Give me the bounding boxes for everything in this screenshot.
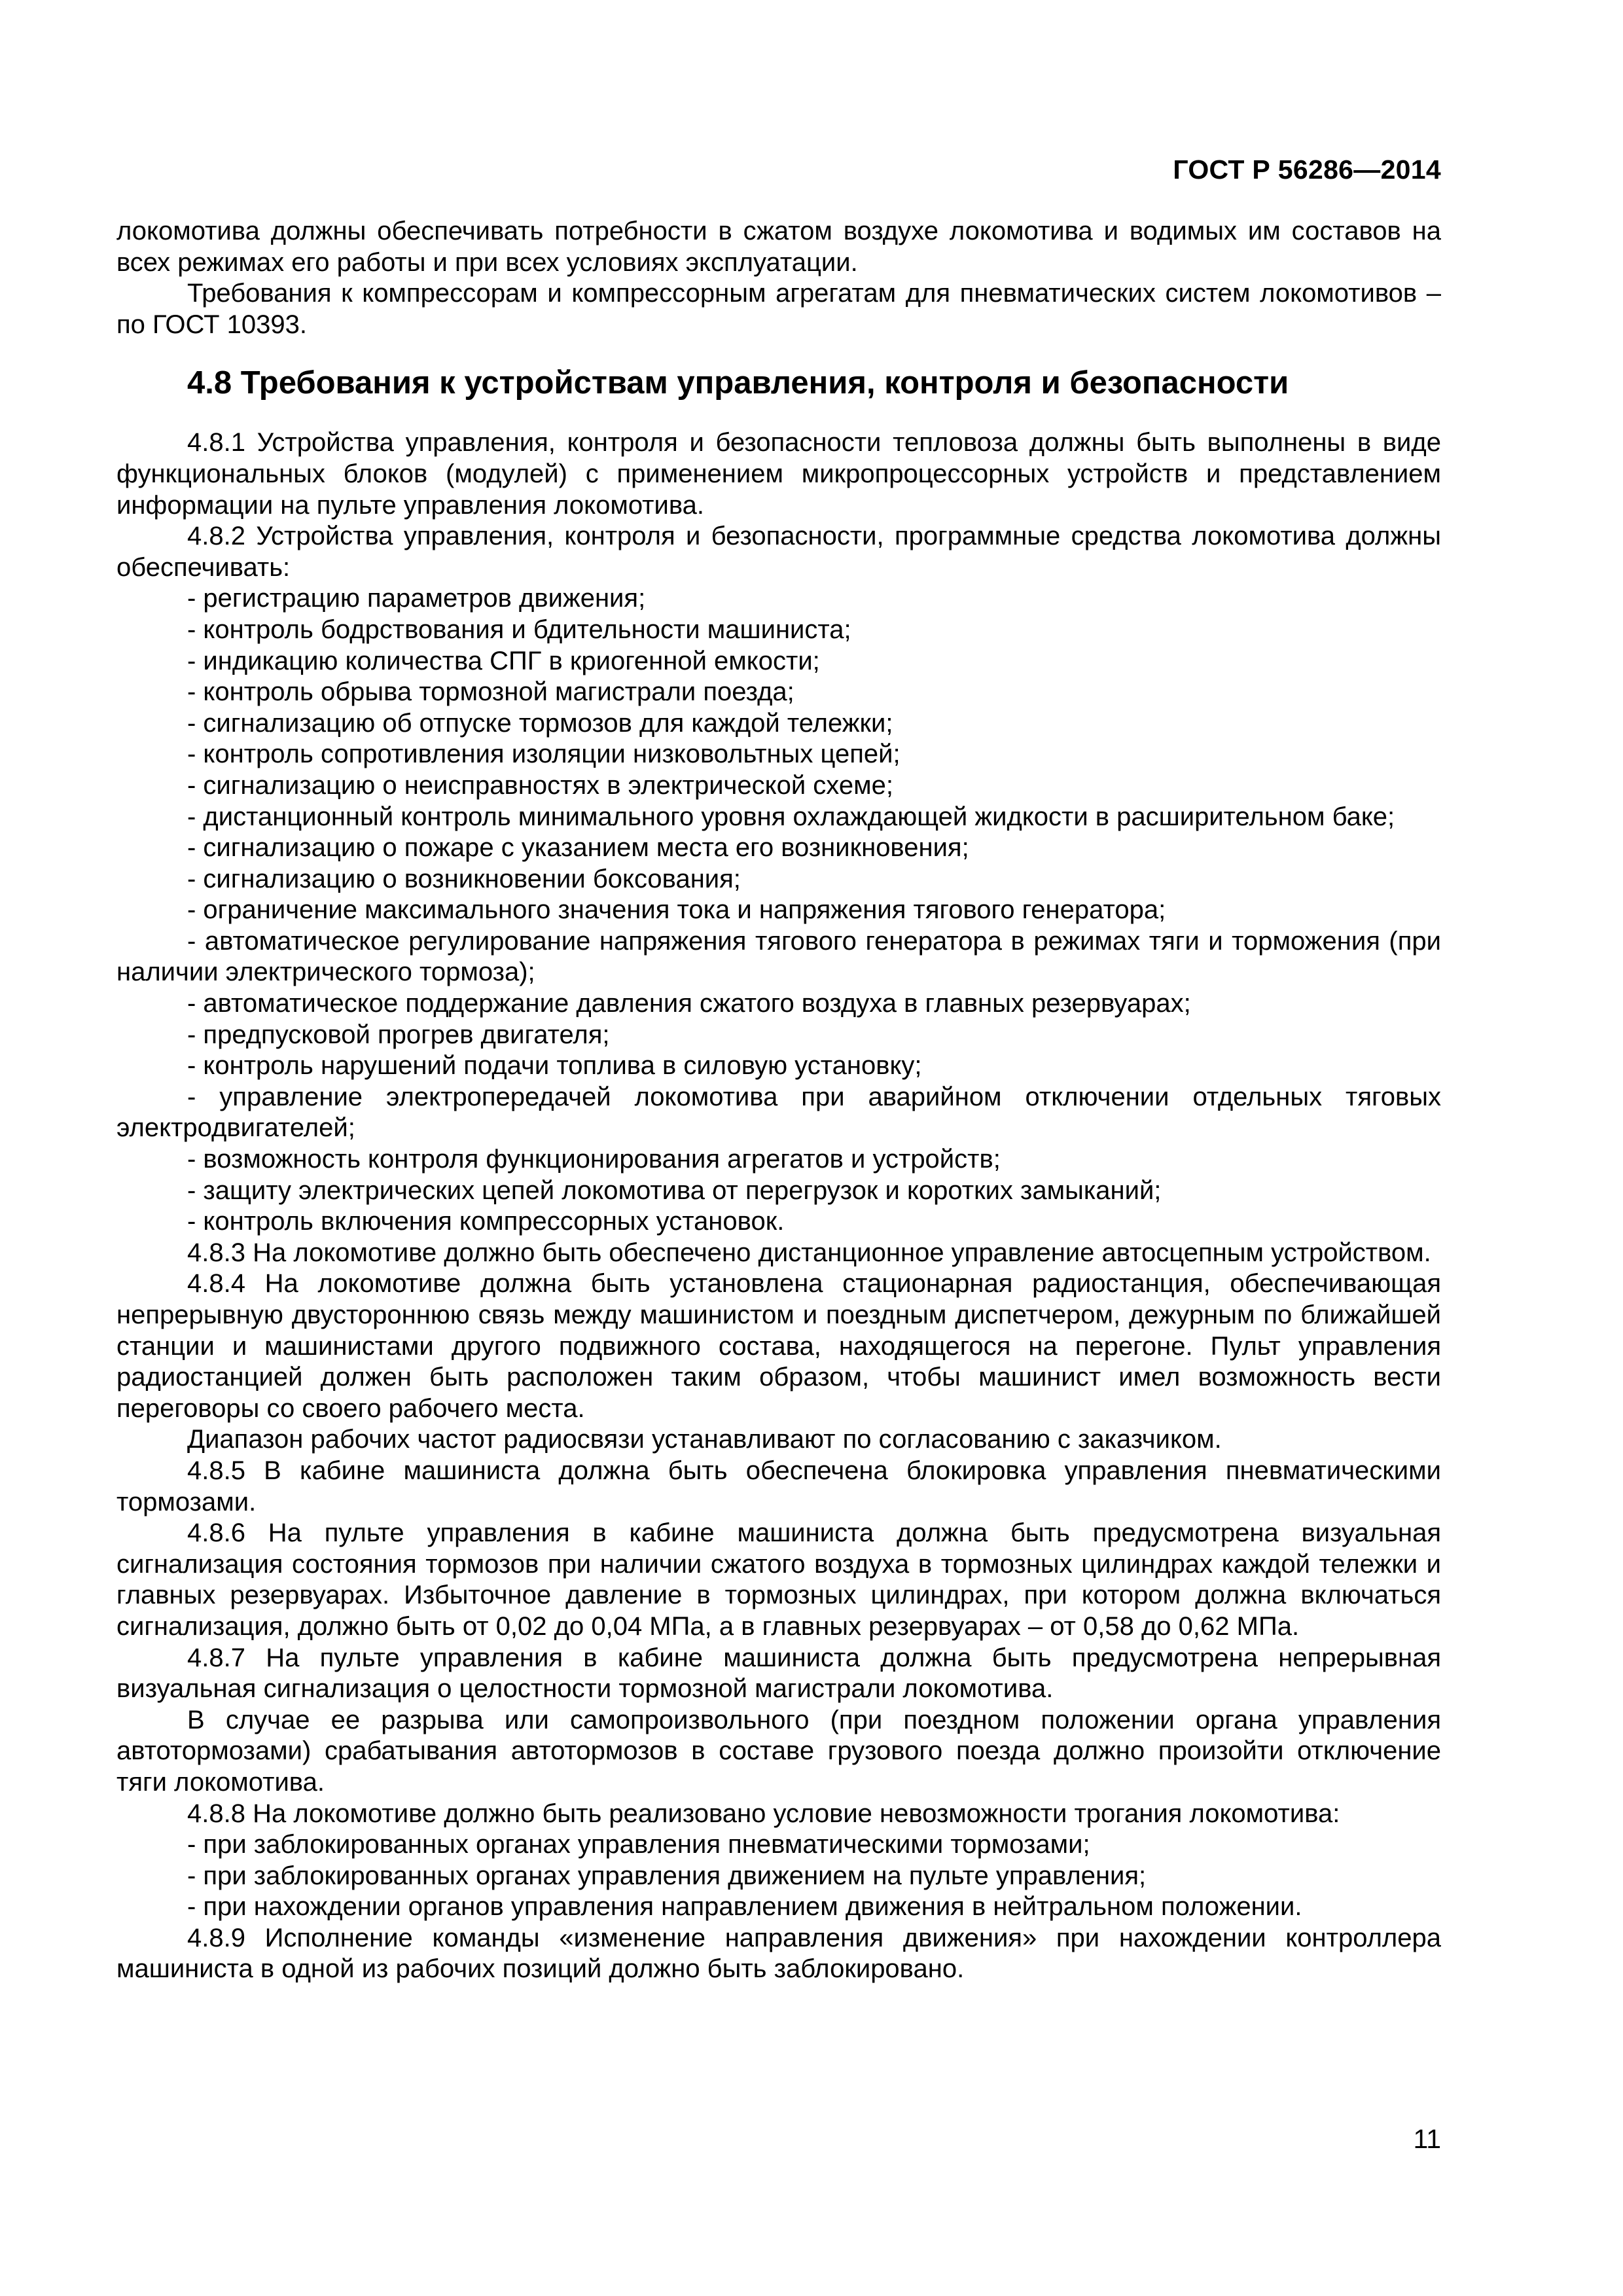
list-item: - сигнализацию о пожаре с указанием места его возникновения; [187,833,969,863]
paragraph-4-8-7-rupture: В случае ее разрыва или самопроизвольного (при поездном положении органа управления автотормозами) срабатывания автотормозов в составе грузового поезда должно произойти отключение тяги локомотива. [116,1705,1441,1797]
list-item: - дистанционный контроль минимального уровня охлаждающей жидкости в расширительном баке; [187,802,1395,831]
list-item: - автоматическое поддержание давления сжатого воздуха в главных резервуарах; [187,989,1191,1018]
list-item: - сигнализацию о возникновении боксования; [187,864,741,893]
list-item: - сигнализацию об отпуске тормозов для каждой тележки; [187,708,893,738]
paragraph-4-8-6: 4.8.6 На пульте управления в кабине машиниста должна быть предусмотрена визуальная сигнализация состояния тормозов при наличии сжатого воздуха в тормозных цилиндрах каждой тележки и главных резервуарах. Избыточное давление в тормозных цилиндрах, при котором должна включаться сигнализация, должно быть от 0,02 до 0,04 МПа, а в главных резервуарах – от 0,58 до 0,62 МПа. [116,1518,1441,1641]
list-item: - ограничение максимального значения тока и напряжения тягового генератора; [187,895,1166,925]
document-body [116,216,1441,1985]
paragraph-4-8-4-frequency: Диапазон рабочих частот радиосвязи устанавливают по согласованию с заказчиком. [187,1425,1222,1454]
list-4-8-8 [116,1829,1441,1923]
list-item: - предпусковой прогрев двигателя; [187,1020,610,1049]
list-item: - возможность контроля функционирования агрегатов и устройств; [187,1145,1001,1174]
list-4-8-2 [116,583,1441,1237]
list-item: - индикацию количества СПГ в криогенной емкости; [187,646,820,675]
paragraph-4-8-7: 4.8.7 На пульте управления в кабине машиниста должна быть предусмотрена непрерывная визуальная сигнализация о целостности тормозной магистрали локомотива. [116,1643,1441,1704]
paragraph-4-8-9: 4.8.9 Исполнение команды «изменение направления движения» при нахождении контроллера машиниста в одной из рабочих позиций должно быть заблокировано. [116,1923,1441,1984]
paragraph-compressor-requirements: Требования к компрессорам и компрессорным агрегатам для пневматических систем локомотивов – по ГОСТ 10393. [116,279,1441,339]
paragraph-4-8-5: 4.8.5 В кабине машиниста должна быть обеспечена блокировка управления пневматическими тормозами. [116,1456,1441,1516]
list-item: - управление электропередачей локомотива при аварийном отключении отдельных тяговых электродвигателей; [116,1082,1441,1143]
list-item: - при заблокированных органах управления пневматическими тормозами; [187,1830,1090,1859]
list-item: - при нахождении органов управления направлением движения в нейтральном положении. [187,1892,1302,1922]
page-number: 11 [1413,2124,1441,2154]
document-code: ГОСТ Р 56286—2014 [1173,154,1441,185]
list-item: - при заблокированных органах управления движением на пульте управления; [187,1861,1147,1890]
paragraph-4-8-1: 4.8.1 Устройства управления, контроля и безопасности тепловоза должны быть выполнены в виде функциональных блоков (модулей) с применением микропроцессорных устройств и представлением информации на пульте управления локомотива. [116,428,1441,520]
list-item: - контроль бодрствования и бдительности машиниста; [187,615,851,644]
list-item: - контроль сопротивления изоляции низковольтных цепей; [187,740,901,769]
list-item: - защиту электрических цепей локомотива от перегрузок и коротких замыканий; [187,1175,1162,1205]
paragraph-intro-continuation: локомотива должны обеспечивать потребности в сжатом воздухе локомотива и водимых им составов на всех режимах его работы и при всех условиях эксплуатации. [116,217,1441,277]
paragraph-4-8-2: 4.8.2 Устройства управления, контроля и безопасности, программные средства локомотива должны обеспечивать: [116,522,1441,582]
paragraph-4-8-4: 4.8.4 На локомотиве должна быть установлена стационарная радиостанция, обеспечивающая непрерывную двустороннюю связь между машинистом и поездным диспетчером, дежурным по ближайшей станции и машинистами другого подвижного состава, находящегося на перегоне. Пульт управления радиостанцией должен быть расположен таким образом, чтобы машинист имел возможность вести переговоры со своего рабочего места. [116,1269,1441,1423]
list-item: - автоматическое регулирование напряжения тягового генератора в режимах тяги и торможения (при наличии электрического тормоза); [116,926,1441,987]
paragraph-4-8-8: 4.8.8 На локомотиве должно быть реализовано условие невозможности трогания локомотива: [187,1799,1340,1828]
list-item: - регистрацию параметров движения; [187,584,646,613]
list-item: - контроль нарушений подачи топлива в силовую установку; [187,1051,922,1081]
section-heading-4-8: 4.8 Требования к устройствам управления, контроля и безопасности [187,365,1289,401]
list-item: - сигнализацию о неисправностях в электрической схеме; [187,770,893,800]
list-item: - контроль обрыва тормозной магистрали поезда; [187,677,794,707]
list-item: - контроль включения компрессорных установок. [187,1207,785,1236]
paragraph-4-8-3: 4.8.3 На локомотиве должно быть обеспечено дистанционное управление автосцепным устройством. [187,1238,1431,1267]
